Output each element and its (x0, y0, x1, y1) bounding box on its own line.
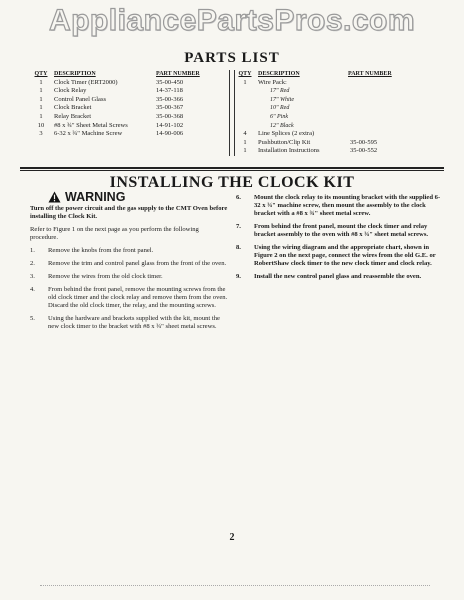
instruction-step (30, 260, 228, 268)
step-number: 1. (30, 247, 35, 254)
step-text: Remove the wires from the old clock timer. (48, 273, 163, 280)
description-cell: 6-32 x ¾" Machine Screw (54, 130, 123, 138)
step-number: 8. (236, 244, 241, 251)
description-cell: Clock Timer (ERT2000) (54, 78, 118, 86)
part-number-cell: 14-90-006 (156, 130, 184, 138)
instruction-step (30, 315, 228, 331)
step-number: 3. (30, 273, 35, 280)
step-number: 5. (30, 315, 35, 322)
column-divider (229, 70, 235, 156)
qty-cell: 1 (39, 78, 43, 86)
step-number: 6. (236, 194, 241, 201)
step-number: 7. (236, 223, 241, 230)
parts-row (238, 96, 438, 105)
part-number-cell: 14-37-118 (156, 87, 183, 95)
step-text: From behind the front panel, remove the mounting screws from the old clock timer and the clock relay and remove them from the oven. Discard the old clock timer, the relay, and the mounting screws. (48, 286, 228, 309)
instructions-right (236, 194, 446, 286)
qty-cell: 10 (37, 121, 45, 129)
parts-table-left (34, 70, 224, 139)
part-number-cell: 35-00-366 (156, 95, 184, 103)
qty-cell: 1 (243, 138, 247, 146)
intro-text: Refer to Figure 1 on the next page as you perform the following procedure. (30, 226, 199, 241)
description-cell: Clock Bracket (54, 104, 92, 112)
part-number-cell: 35-00-368 (156, 112, 184, 120)
warning-heading (48, 190, 125, 204)
parts-row (34, 122, 224, 131)
parts-row (34, 130, 224, 139)
warning-text: Turn off the power circuit and the gas supply to the CMT Oven before installing the Clock Kit. (30, 205, 228, 220)
description-cell: Control Panel Glass (54, 95, 106, 103)
step-number: 9. (236, 273, 241, 280)
parts-row (238, 113, 438, 122)
step-text: Using the hardware and brackets supplied with the kit, mount the new clock timer to the bracket with #8 x ¾" sheet metal screws. (48, 315, 220, 330)
table-header-row (238, 70, 438, 79)
part-number-cell: 35-00-367 (156, 104, 184, 112)
instruction-step (236, 223, 446, 239)
step-text: Remove the knobs from the front panel. (48, 247, 154, 254)
part-number-header: PART NUMBER (156, 71, 200, 77)
part-number-cell: 14-91-102 (156, 121, 184, 129)
step-text: Remove the trim and control panel glass from the front of the oven. (48, 260, 227, 267)
instruction-step (30, 273, 228, 281)
instruction-step (236, 273, 446, 281)
parts-row (34, 87, 224, 96)
parts-row (238, 104, 438, 113)
description-cell: Clock Relay (54, 87, 87, 95)
parts-row (238, 130, 438, 139)
instruction-step (236, 244, 446, 268)
section-divider (20, 167, 444, 169)
description-cell: Pushbutton/Clip Kit (258, 138, 311, 146)
step-text: Mount the clock relay to its mounting bracket with the supplied 6-32 x ¾" machine screw, then mount the assembly to the clock bracket with a #8 x ¾" sheet metal screw. (254, 194, 441, 217)
warning-label: WARNING (65, 190, 126, 204)
instruction-step (30, 247, 228, 255)
install-title: INSTALLING THE CLOCK KIT (109, 174, 355, 191)
warning-triangle-icon (48, 191, 61, 203)
description-cell: 17" White (270, 96, 295, 103)
qty-cell: 3 (39, 130, 43, 138)
part-number-cell: 35-00-450 (156, 78, 184, 86)
footer-line (40, 585, 430, 586)
description-header: DESCRIPTION (54, 71, 96, 77)
step-text: From behind the front panel, mount the clock timer and relay bracket assembly to the oven with #8 x ¾" sheet metal screws. (254, 223, 429, 238)
description-cell: Line Splices (2 extra) (258, 130, 315, 138)
page-number: 2 (229, 532, 235, 543)
description-cell: 10" Red (270, 105, 290, 112)
qty-cell: 4 (243, 130, 247, 138)
description-cell: Installation Instructions (258, 147, 320, 155)
qty-cell: 1 (39, 112, 43, 120)
description-cell: 12" Black (270, 122, 294, 129)
step-number: 2. (30, 260, 35, 267)
parts-row (238, 122, 438, 131)
qty-cell: 1 (243, 78, 247, 86)
part-number-cell: 35-00-595 (350, 138, 378, 146)
parts-row (238, 147, 438, 156)
qty-header: QTY (34, 71, 48, 77)
description-cell: 6" Pink (270, 113, 289, 120)
section-divider (20, 170, 444, 171)
part-number-header: PART NUMBER (348, 71, 392, 77)
parts-row (34, 113, 224, 122)
step-text: Using the wiring diagram and the appropriate chart, shown in Figure 2 on the next page, connect the wires from the old G.E. or RobertShaw clock timer to the new clock timer and clock relay. (254, 244, 436, 267)
qty-cell: 1 (39, 104, 43, 112)
parts-row (34, 104, 224, 113)
step-text: Install the new control panel glass and reassemble the oven. (254, 273, 422, 280)
table-header-row (34, 70, 224, 79)
qty-cell: 1 (39, 87, 43, 95)
parts-row (238, 139, 438, 148)
instruction-step (30, 286, 228, 310)
parts-row (34, 79, 224, 88)
description-cell: 17" Red (270, 88, 290, 95)
parts-row (238, 87, 438, 96)
description-header: DESCRIPTION (258, 71, 300, 77)
parts-list-title: PARTS LIST (184, 50, 280, 66)
parts-table-right (238, 70, 438, 156)
step-number: 4. (30, 286, 35, 293)
instructions-left (30, 205, 228, 336)
instruction-step (236, 194, 446, 218)
qty-cell: 1 (39, 95, 43, 103)
parts-row (34, 96, 224, 105)
description-cell: #8 x ¾" Sheet Metal Screws (54, 121, 128, 129)
description-cell: Relay Bracket (54, 112, 91, 120)
watermark-logo: AppliancePartsPros.com (48, 4, 416, 37)
description-cell: Wire Pack: (258, 78, 287, 86)
qty-cell: 1 (243, 147, 247, 155)
qty-header: QTY (238, 71, 252, 77)
part-number-cell: 35-00-552 (350, 147, 378, 155)
parts-row (238, 79, 438, 88)
